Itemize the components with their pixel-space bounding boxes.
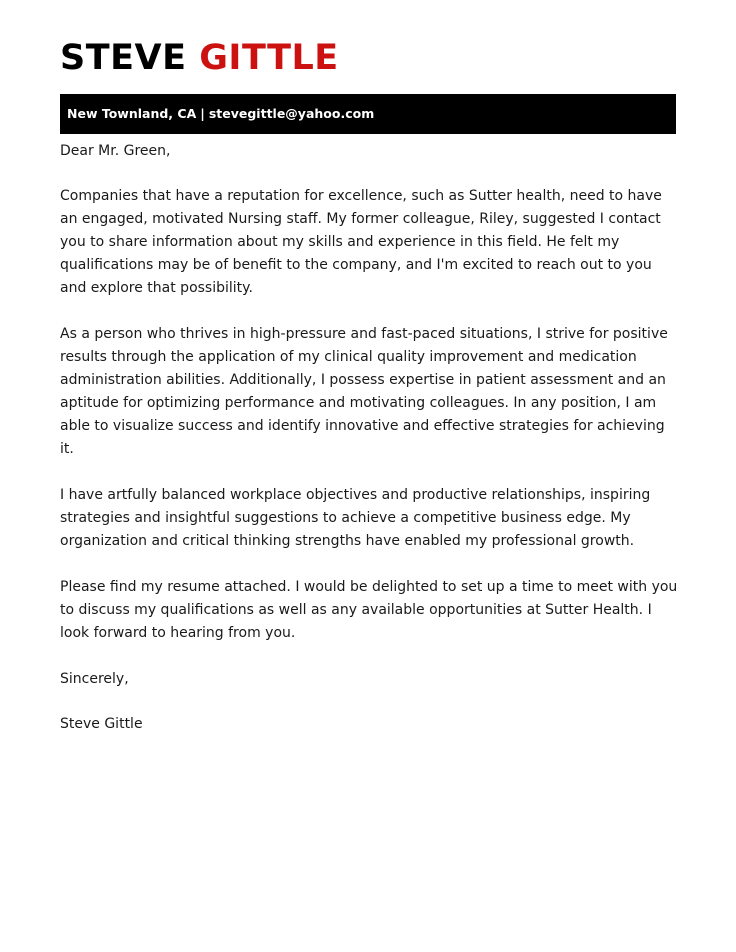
contact-bar (60, 94, 676, 134)
contact-separator: | (200, 106, 205, 121)
letter-paragraph-2: As a person who thrives in high-pressure and fast-paced situations, I strive for positive results through the application of my clinical quality improvement and medication administration abilities. Additionally, I possess expertise in patient assessment and an aptitude for optimizing performance and motivating colleagues. In any position, I am able to visualize success and identify innovative and effective strategies for achieving it. (60, 326, 668, 457)
applicant-first-name: STEVE (60, 38, 187, 78)
letter-paragraph-1: Companies that have a reputation for excellence, such as Sutter health, need to have an engaged, motivated Nursing staff. My former colleague, Riley, suggested I contact you to share information about my skills and experience in this field. He felt my qualifications may be of benefit to the company, and I'm excited to reach out to you and explore that possibility. (60, 188, 662, 296)
contact-location: New Townland, CA (67, 106, 197, 121)
letter-paragraph-4: Please find my resume attached. I would be delighted to set up a time to meet with you to discuss my qualifications as well as any available opportunities at Sutter Health. I look forward to hearing from you. (60, 579, 678, 641)
letter-signature: Steve Gittle (60, 716, 143, 732)
contact-email[interactable]: stevegittle@yahoo.com (208, 106, 375, 121)
letter-body (60, 140, 678, 736)
applicant-last-name: GITTLE (199, 38, 339, 78)
letter-salutation: Dear Mr. Green, (60, 143, 171, 159)
applicant-name (60, 36, 339, 80)
letter-closing: Sincerely, (60, 671, 129, 687)
letter-paragraph-3: I have artfully balanced workplace objectives and productive relationships, inspiring strategies and insightful suggestions to achieve a competitive business edge. My organization and critical thinking strengths have enabled my professional growth. (60, 487, 651, 549)
